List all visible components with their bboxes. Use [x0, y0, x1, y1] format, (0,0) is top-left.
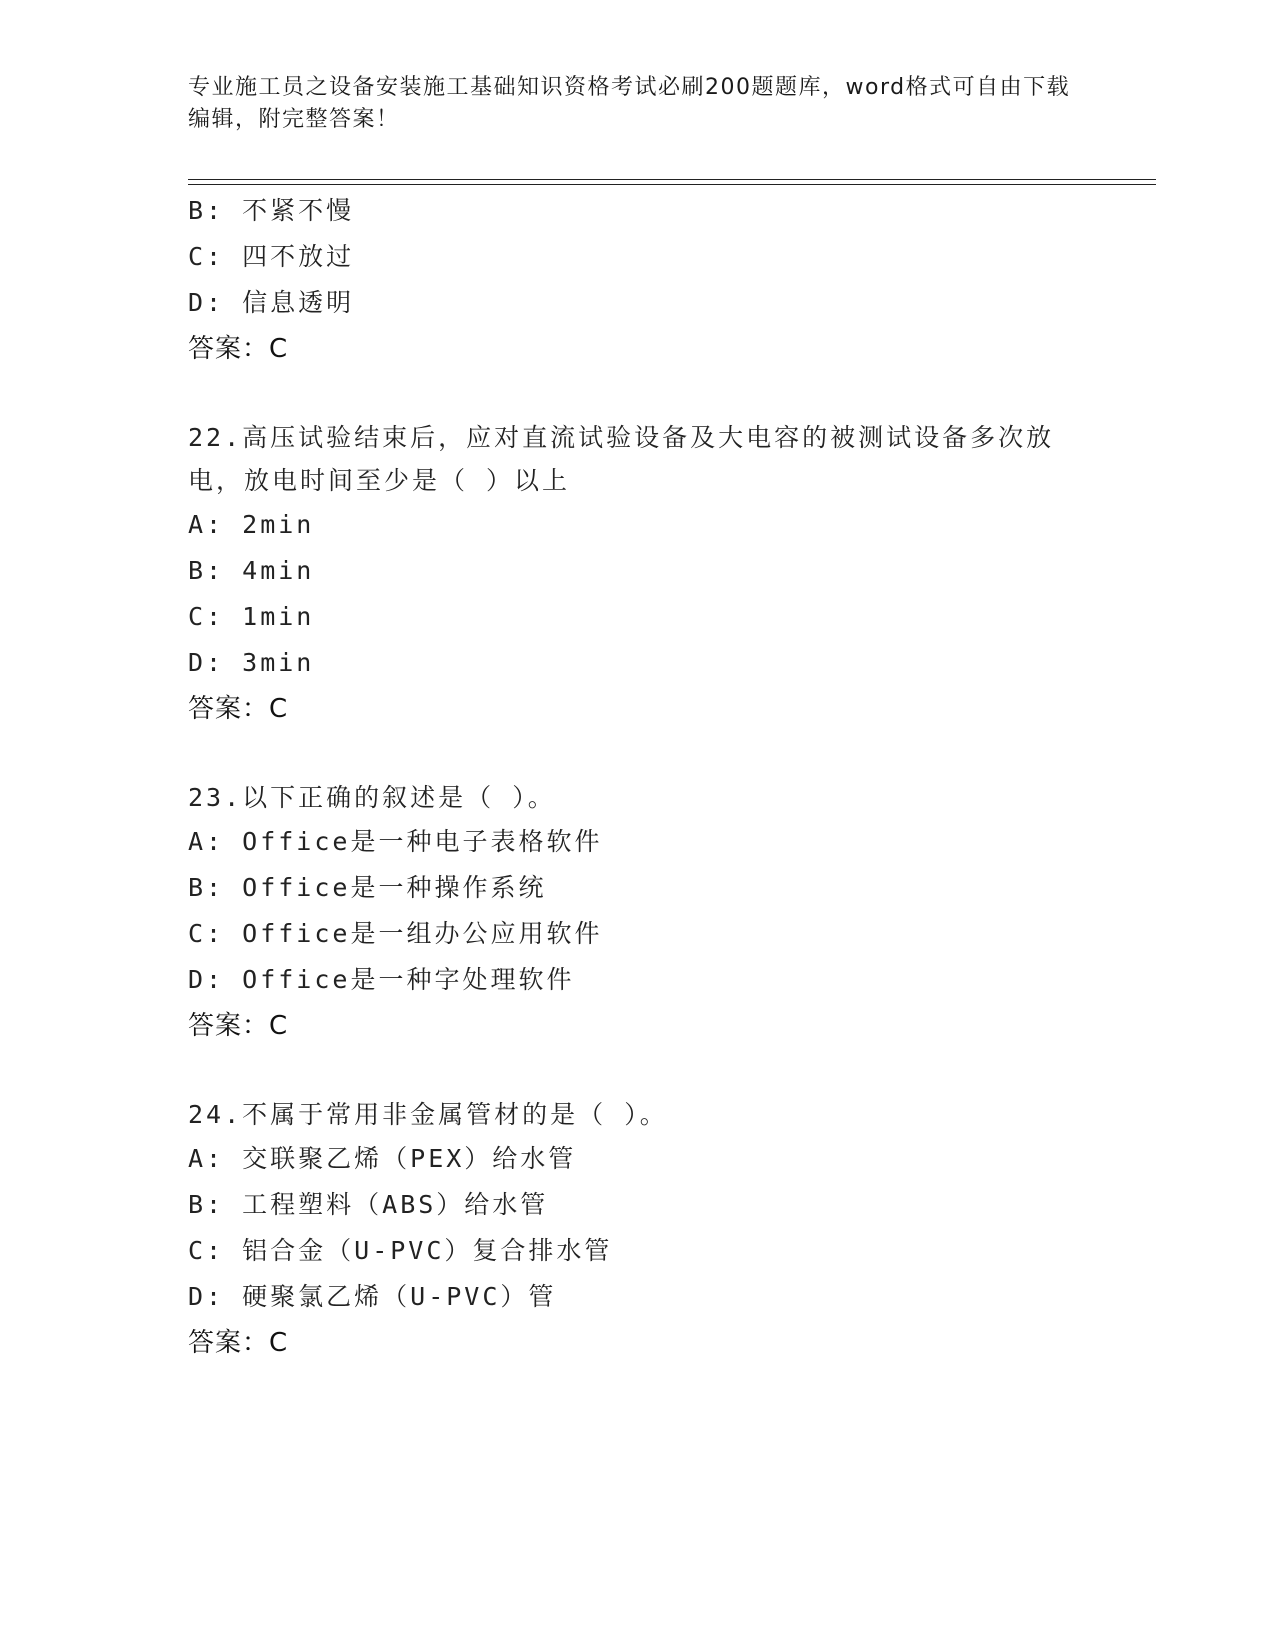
question-title: 24.不属于常用非金属管材的是（ ）。: [188, 1100, 668, 1129]
option-b: B: 4min: [188, 556, 315, 585]
page-header: 专业施工员之设备安装施工基础知识资格考试必刷200题题库，word格式可自由下载编辑，附完整答案！: [188, 75, 1071, 132]
option-d: D: Office是一种字处理软件: [188, 965, 575, 994]
option-c: C: 四不放过: [188, 242, 355, 271]
option-a: A: 2min: [188, 510, 315, 539]
option-a: A: Office是一种电子表格软件: [188, 827, 603, 856]
option-c: C: 1min: [188, 602, 315, 631]
answer-text: 答案：C: [188, 1011, 289, 1041]
option-c: C: Office是一组办公应用软件: [188, 919, 603, 948]
header-divider-top: [188, 179, 1156, 180]
answer-text: 答案：C: [188, 694, 289, 724]
option-c: C: 铝合金（U-PVC）复合排水管: [188, 1236, 613, 1265]
answer-text: 答案：C: [188, 1328, 289, 1358]
question-block-22: [188, 416, 1088, 732]
question-title: 23.以下正确的叙述是（ ）。: [188, 783, 556, 812]
question-title: 22.高压试验结束后，应对直流试验设备及大电容的被测试设备多次放电，放电时间至少是（ ）以上: [188, 423, 1055, 495]
header-divider-bottom: [188, 184, 1156, 185]
answer-text: 答案：C: [188, 334, 289, 364]
question-block-23: [188, 776, 1088, 1049]
option-b: B: 工程塑料（ABS）给水管: [188, 1190, 549, 1219]
option-d: D: 硬聚氯乙烯（U-PVC）管: [188, 1282, 557, 1311]
option-b: B: 不紧不慢: [188, 196, 355, 225]
question-block-continued: [188, 188, 1088, 372]
option-b: B: Office是一种操作系统: [188, 873, 547, 902]
option-a: A: 交联聚乙烯（PEX）给水管: [188, 1144, 577, 1173]
option-d: D: 信息透明: [188, 288, 355, 317]
question-block-24: [188, 1093, 1088, 1366]
option-d: D: 3min: [188, 648, 315, 677]
question-content: [188, 188, 1088, 1366]
